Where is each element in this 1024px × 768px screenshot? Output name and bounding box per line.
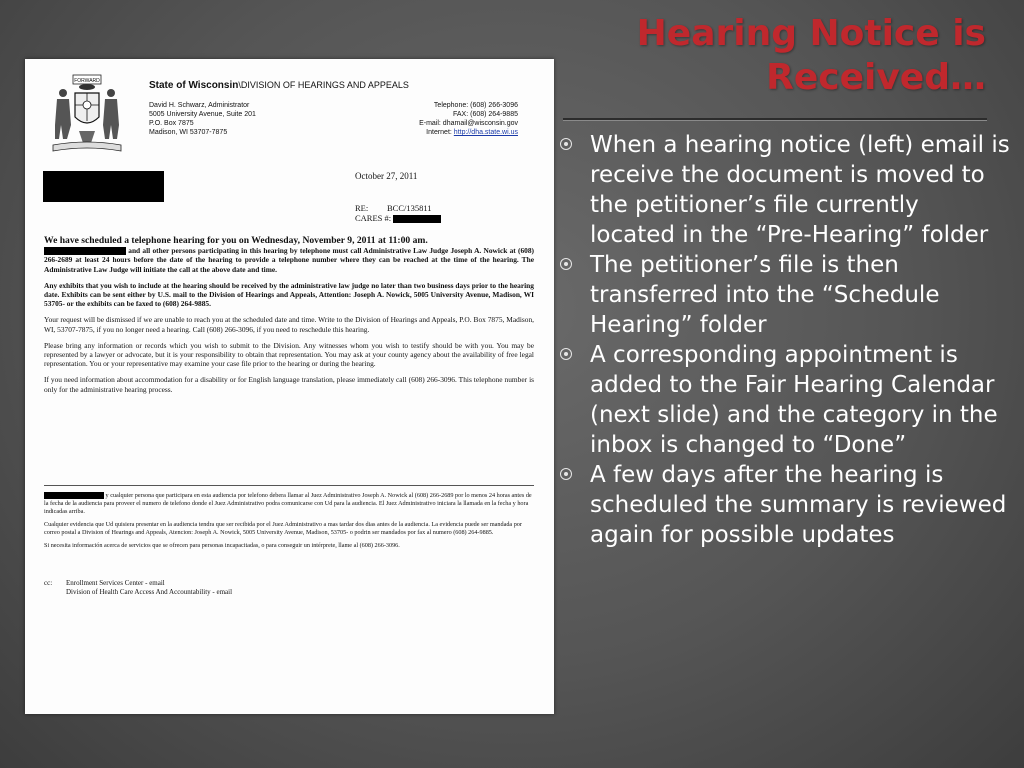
bullet-text: When a hearing notice (left) email is receive the document is moved to the petitioner’s file currently located in the “Pre-Hearing” folder bbox=[590, 132, 1010, 248]
redacted-cares-number bbox=[393, 215, 441, 223]
paragraph-accommodation: If you need information about accommodation for a disability or for English language translation, please immediately call (608) 266-3096. This telephone number is only for the administrative hearing process. bbox=[44, 375, 534, 394]
cc-line: Division of Health Care Access And Accountability - email bbox=[66, 588, 233, 596]
bullet-item bbox=[560, 460, 1010, 550]
paragraph-call-instructions bbox=[44, 246, 534, 274]
wisconsin-seal-icon bbox=[49, 73, 125, 153]
spanish-section bbox=[44, 492, 534, 556]
agency-header bbox=[149, 80, 409, 91]
circle-bullet-icon bbox=[560, 348, 572, 360]
bullet-item bbox=[560, 130, 1010, 250]
address-line: 5005 University Avenue, Suite 201 bbox=[149, 111, 256, 118]
cares-line bbox=[355, 213, 441, 223]
bullet-text: A corresponding appointment is added to the Fair Hearing Calendar (next slide) and the category in the inbox is changed to “Done” bbox=[590, 342, 998, 458]
address-line: P.O. Box 7875 bbox=[149, 120, 194, 127]
circle-bullet-icon bbox=[560, 258, 572, 270]
paragraph-records: Please bring any information or records which you wish to submit to the Division. Any witnesses whom you wish to testify should be with you. You may be represented by a lawyer or advocate, but it is your responsibility to obtain that representation. You may ask at your county agency about the availability of free legal representation. You or your representative may examine your case file prior to the hearing or during the hearing. bbox=[44, 340, 534, 369]
paragraph-dismissal: Your request will be dismissed if we are unable to reach you at the scheduled date and time. Write to the Division of Hearings and Appeals, P.O. Box 7875, Madison, WI, 53707-7875, if you no longer need a hearing. Call (608) 266-3096, if you need to reschedule this hearing. bbox=[44, 315, 534, 334]
contact-line: E-mail: dhamail@wisconsin.gov bbox=[419, 120, 518, 127]
reference-block bbox=[355, 203, 441, 223]
website-link[interactable]: http://dha.state.wi.us bbox=[453, 129, 518, 136]
contact-right bbox=[419, 101, 518, 137]
address-left bbox=[149, 101, 256, 137]
internet-label: Internet: bbox=[426, 129, 452, 136]
slide-title-line-1: Hearing Notice is bbox=[636, 13, 986, 54]
section-divider bbox=[44, 485, 534, 486]
cc-label: cc: bbox=[44, 579, 53, 587]
re-label: RE: bbox=[355, 203, 369, 213]
letter-body bbox=[44, 235, 534, 401]
circle-bullet-icon bbox=[560, 138, 572, 150]
state-name: State of Wisconsin bbox=[149, 80, 239, 91]
cares-label: CARES #: bbox=[355, 213, 392, 223]
bullet-text: The petitioner’s file is then transferred into the “Schedule Hearing” folder bbox=[590, 252, 940, 338]
bullet-list bbox=[560, 130, 1010, 550]
cc-line bbox=[44, 579, 232, 588]
contact-line bbox=[419, 128, 518, 137]
division-name: \DIVISION OF HEARINGS AND APPEALS bbox=[238, 80, 409, 90]
address-line: Madison, WI 53707-7875 bbox=[149, 129, 228, 136]
bullet-item bbox=[560, 250, 1010, 340]
cc-block bbox=[44, 579, 232, 597]
letter-date: October 27, 2011 bbox=[355, 171, 418, 181]
spanish-paragraph-2: Cualquier evidencia que Ud quisiera presentar en la audiencia tendra que ser recibida por el Juez Administrativo a mas tardar dos dias antes de la audiencia. La evidencia puede ser mandada por correo postal a Division of Hearings and Appeals, Atencion: Joseph A. Nowick, 5005 University Avenue, Madison, 53705- o podrin ser mandados por fax al numero (608) 264-9885. bbox=[44, 521, 522, 537]
bullet-text: A few days after the hearing is scheduled the summary is reviewed again for possible updates bbox=[590, 462, 1007, 548]
cc-recipient: Enrollment Services Center - email bbox=[66, 579, 165, 587]
redacted-recipient bbox=[43, 171, 164, 202]
slide-title bbox=[566, 12, 986, 100]
hearing-notice-document bbox=[25, 59, 554, 714]
redacted-name bbox=[44, 247, 126, 255]
paragraph-exhibits: Any exhibits that you wish to include at the hearing should be received by the administrative law judge no later than two business days prior to the hearing date. Exhibits can be sent either by U.S. mail to the Division of Hearings and Appeals, Attention: Joseph A. Nowick, 5005 University Avenue, Madison, WI 53705- or the exhibits can be faxed to (608) 264-9885. bbox=[44, 280, 534, 309]
re-line bbox=[355, 203, 441, 213]
contact-line: FAX: (608) 264-9885 bbox=[453, 111, 518, 118]
title-divider bbox=[563, 118, 987, 121]
spanish-paragraph-1 bbox=[44, 492, 534, 516]
circle-bullet-icon bbox=[560, 468, 572, 480]
slide-title-line-2: Received… bbox=[766, 57, 986, 98]
spanish-paragraph-1-text: y cualquier persona que participara en esta audiencia por telefono debera llamar al Juez Administrativo Joseph A. Nowick al (608) 266-2689 por lo menos 24 horas antes de la fecha de la audiencia para proveer el numero de telefono donde el Juez Administrativo podra comunicarse con Ud para la audiencia. El Juez Administrativo iniciara la llamada en la fecha y hora indicadas arriba. bbox=[44, 492, 532, 516]
bullet-item bbox=[560, 340, 1010, 460]
re-value: BCC/135811 bbox=[387, 203, 432, 213]
spanish-paragraph-3: Si necesita información acerca de servicios que se ofrecen para personas incapacitadas, o para conseguir un intérprete, llame al (608) 266-3096. bbox=[44, 542, 400, 550]
contact-line: Telephone: (608) 266-3096 bbox=[433, 102, 518, 109]
seal-banner-text: FORWARD bbox=[74, 78, 100, 84]
hearing-schedule-lead: We have scheduled a telephone hearing for you on Wednesday, November 9, 2011 at 11:00 am. bbox=[44, 235, 428, 246]
redacted-name bbox=[44, 492, 104, 499]
paragraph-call-instructions-text: and all other persons participating in this hearing by telephone must call Administrative Law Judge Joseph A. Nowick at (608) 266-2689 at least 24 hours before the date of the hearing to provide a telephone number where they can be reached at the time of the hearing. The Administrative Law Judge will initiate the call at the above date and time. bbox=[44, 246, 534, 274]
address-line: David H. Schwarz, Administrator bbox=[149, 102, 250, 109]
